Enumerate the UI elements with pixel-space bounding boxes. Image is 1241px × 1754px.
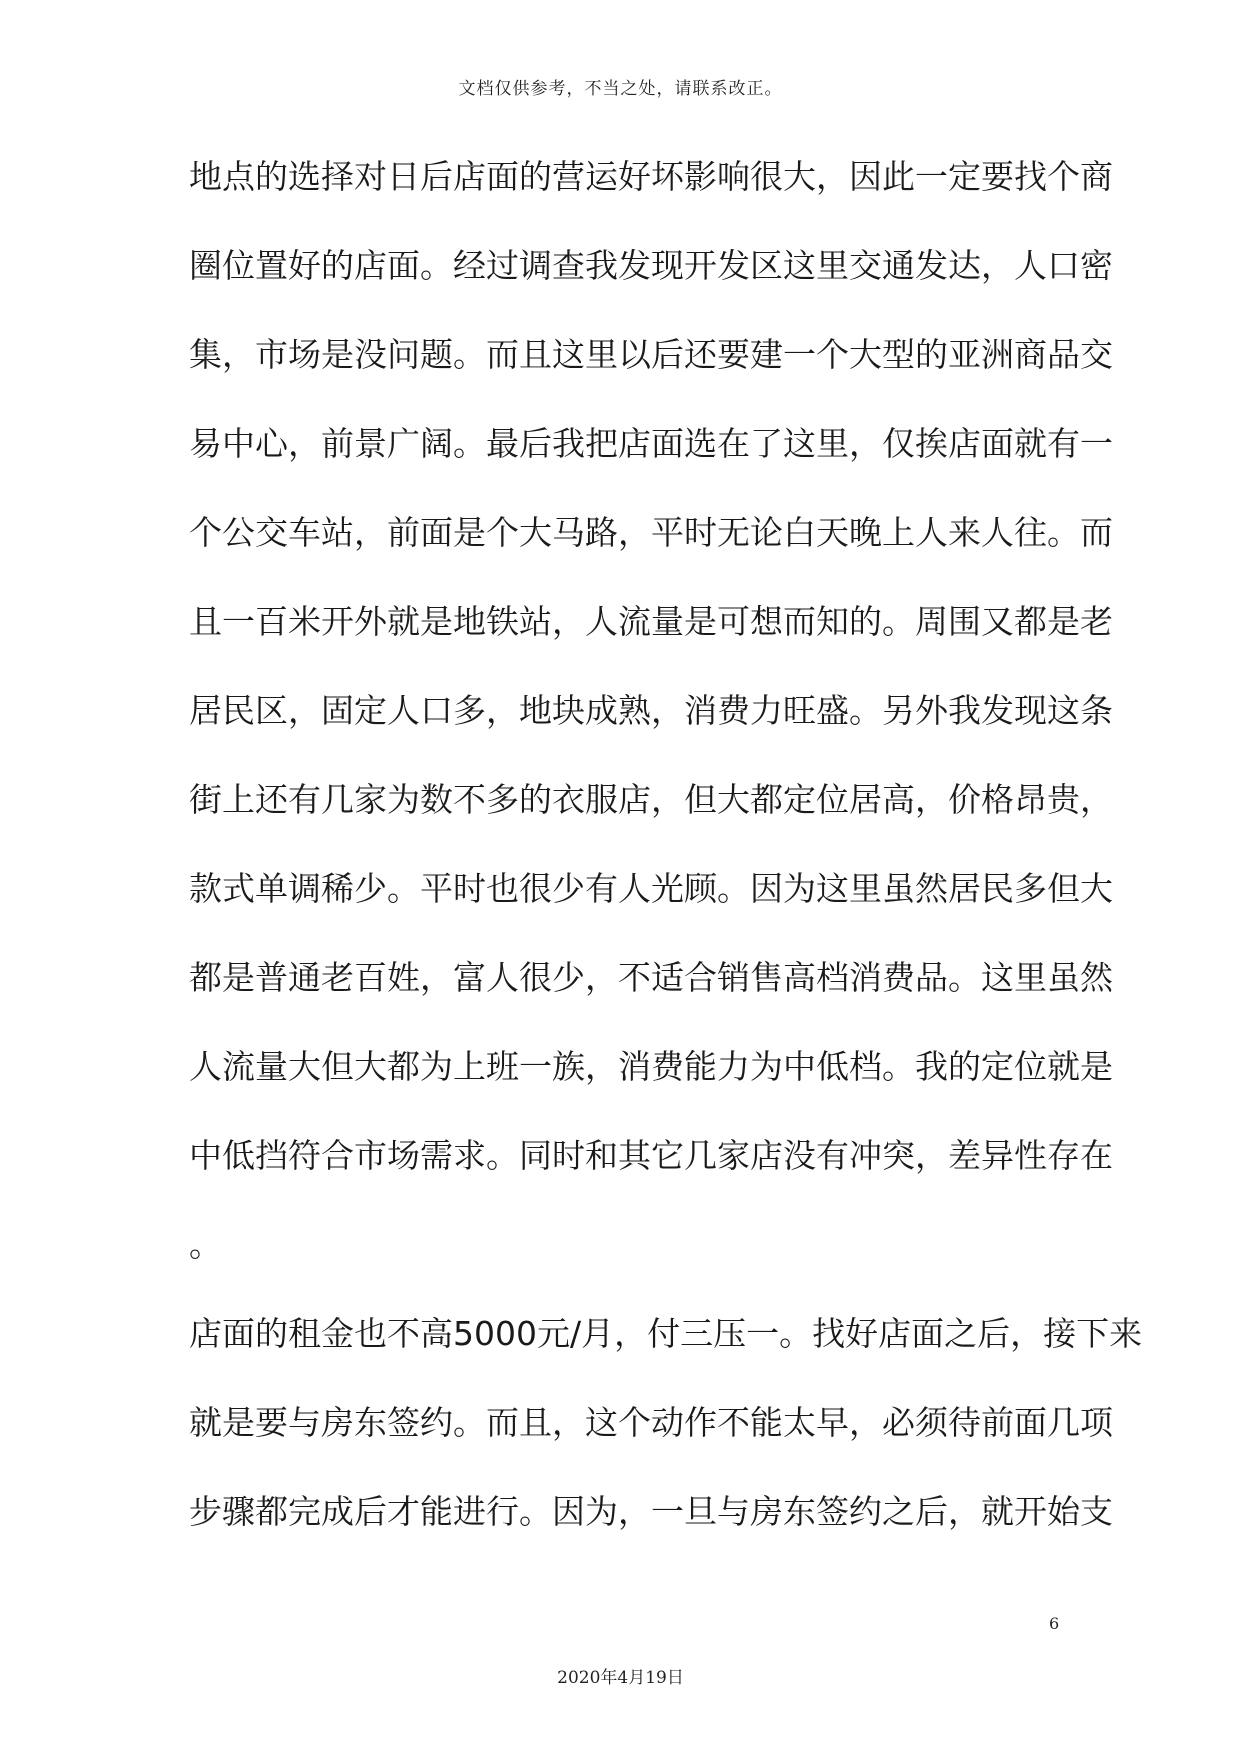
text-line: 易中心，前景广阔。最后我把店面选在了这里，仅挨店面就有一 bbox=[189, 424, 1113, 463]
text-line: 街上还有几家为数不多的衣服店，但大都定位居高，价格昂贵， bbox=[189, 780, 1113, 819]
text-line: 个公交车站，前面是个大马路，平时无论白天晚上人来人往。而 bbox=[189, 513, 1113, 552]
page-number: 6 bbox=[1049, 1614, 1060, 1633]
text-line: 集，市场是没问题。而且这里以后还要建一个大型的亚洲商品交 bbox=[189, 335, 1113, 374]
text-line: 。 bbox=[189, 1225, 222, 1264]
text-line: 人流量大但大都为上班一族，消费能力为中低档。我的定位就是 bbox=[189, 1047, 1113, 1086]
body-text bbox=[189, 147, 1143, 1571]
text-line: 且一百米开外就是地铁站，人流量是可想而知的。周围又都是老 bbox=[189, 602, 1113, 641]
page-date: 2020年4月19日 bbox=[557, 1668, 684, 1688]
text-line: 款式单调稀少。平时也很少有人光顾。因为这里虽然居民多但大 bbox=[189, 869, 1113, 908]
text-line: 步骤都完成后才能进行。因为，一旦与房东签约之后，就开始支 bbox=[189, 1492, 1113, 1531]
text-line: 就是要与房东签约。而且，这个动作不能太早，必须待前面几项 bbox=[189, 1403, 1113, 1442]
text-line: 圈位置好的店面。经过调查我发现开发区这里交通发达，人口密 bbox=[189, 246, 1113, 285]
page-header-note: 文档仅供参考，不当之处，请联系改正。 bbox=[458, 79, 783, 99]
text-line: 店面的租金也不高5000元/月，付三压一。找好店面之后，接下来 bbox=[189, 1314, 1143, 1353]
text-line: 居民区，固定人口多，地块成熟，消费力旺盛。另外我发现这条 bbox=[189, 691, 1113, 730]
text-line: 地点的选择对日后店面的营运好坏影响很大，因此一定要找个商 bbox=[189, 157, 1113, 196]
text-line: 中低挡符合市场需求。同时和其它几家店没有冲突，差异性存在 bbox=[189, 1136, 1113, 1175]
text-line: 都是普通老百姓，富人很少，不适合销售高档消费品。这里虽然 bbox=[189, 958, 1113, 997]
